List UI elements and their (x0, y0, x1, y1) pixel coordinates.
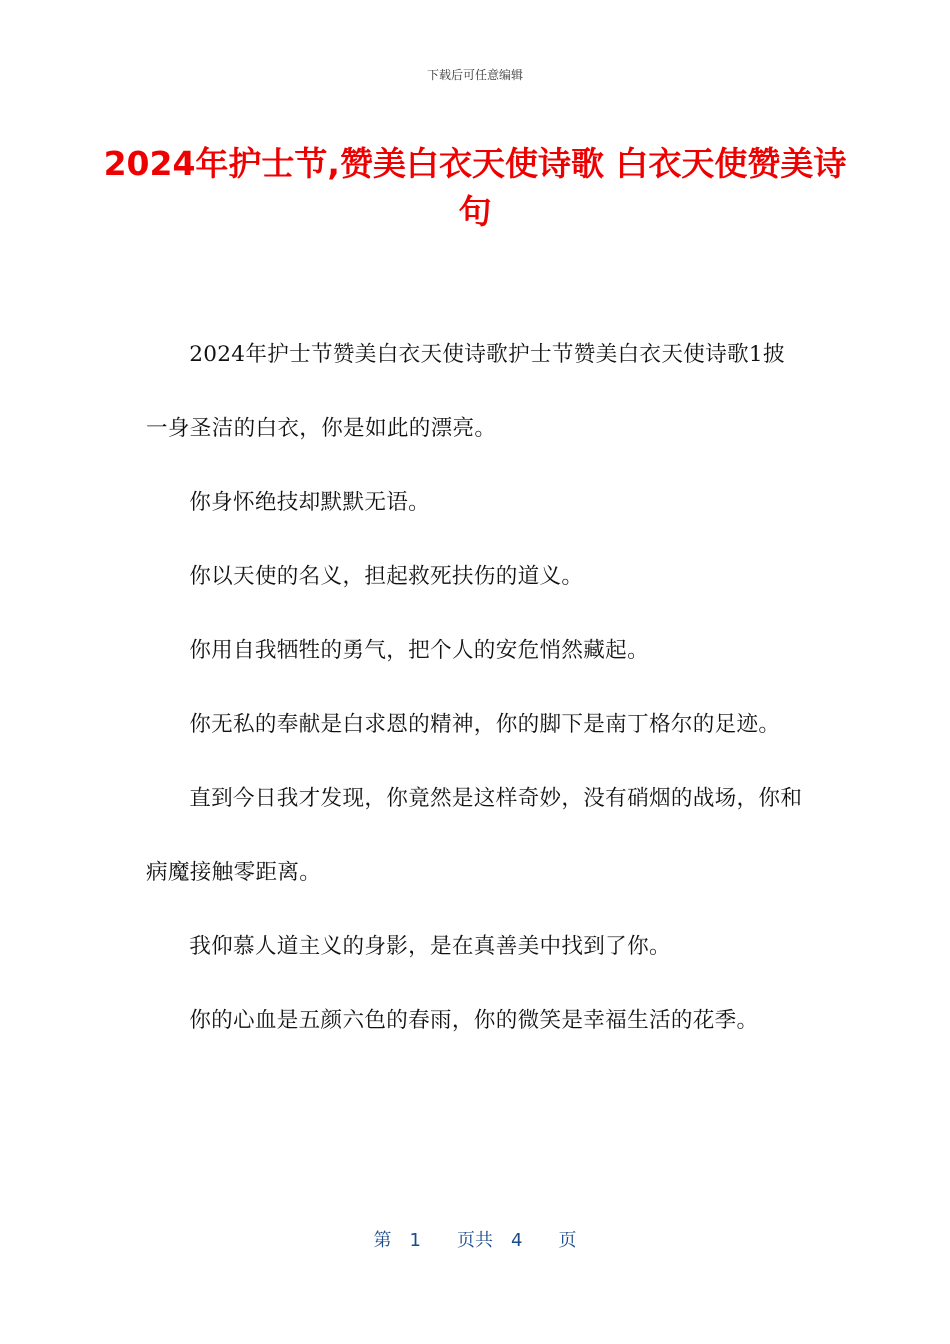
page-footer (0, 1226, 950, 1252)
paragraph-8: 你的心血是五颜六色的春雨，你的微笑是幸福生活的花季。 (189, 1008, 759, 1033)
paragraph-1: 2024年护士节赞美白衣天使诗歌护士节赞美白衣天使诗歌1披一身圣洁的白衣，你是如此的漂亮。 (146, 342, 785, 441)
footer-current-page: 1 (409, 1230, 421, 1251)
footer-total-pages: 4 (511, 1230, 523, 1251)
footer-prefix: 第 (373, 1230, 392, 1251)
paragraph-5: 你无私的奉献是白求恩的精神，你的脚下是南丁格尔的足迹。 (189, 712, 781, 737)
footer-suffix: 页 (558, 1230, 577, 1251)
page-header-note: 下载后可任意编辑 (426, 68, 523, 82)
paragraph-4: 你用自我牺牲的勇气，把个人的安危悄然藏起。 (189, 638, 649, 663)
paragraph-6: 直到今日我才发现，你竟然是这样奇妙，没有硝烟的战场，你和病魔接触零距离。 (146, 786, 803, 885)
document-title: 2024年护士节,赞美白衣天使诗歌 白衣天使赞美诗句 (103, 144, 847, 231)
document-body (146, 318, 806, 1058)
footer-middle: 页共 (457, 1230, 493, 1251)
paragraph-3: 你以天使的名义，担起救死扶伤的道义。 (189, 564, 584, 589)
paragraph-7: 我仰慕人道主义的身影，是在真善美中找到了你。 (189, 934, 671, 959)
paragraph-2: 你身怀绝技却默默无语。 (189, 490, 431, 515)
